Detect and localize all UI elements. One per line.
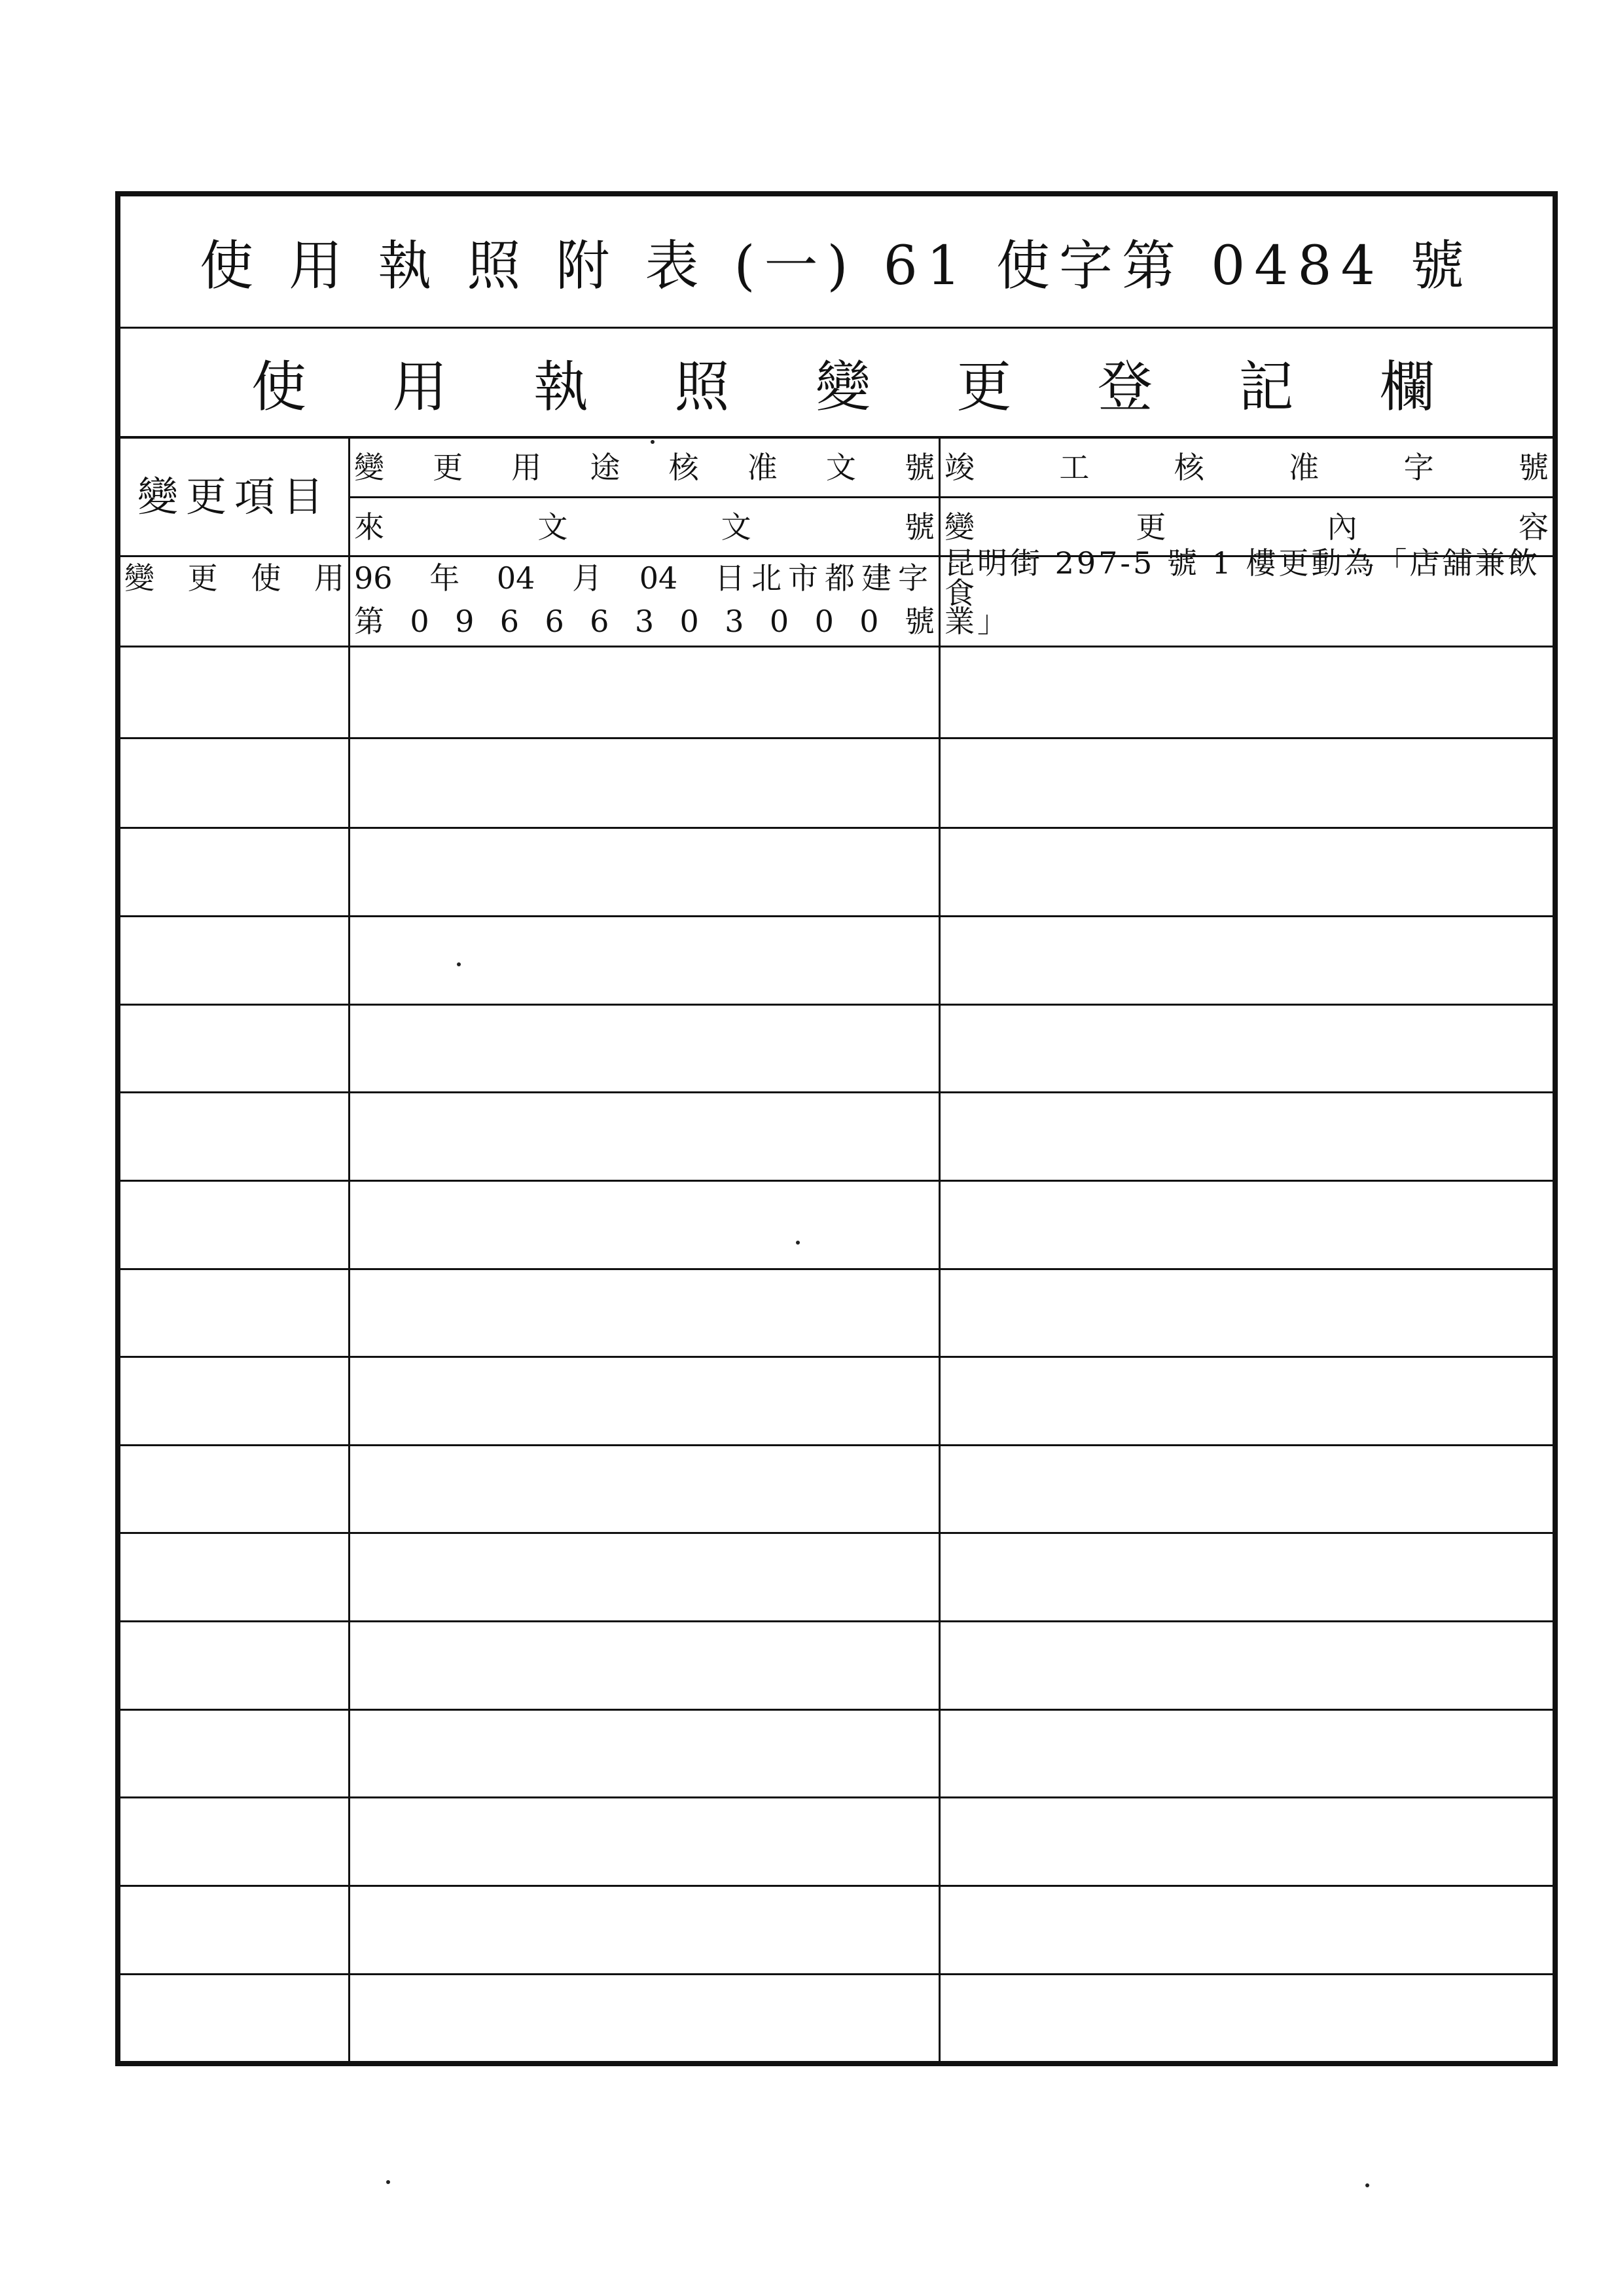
- row-divider: [120, 1180, 1553, 1182]
- row-divider: [120, 1356, 1553, 1358]
- register-header-char: 用: [392, 354, 448, 419]
- column-header-approval-doc: 變 更 用 途 核 准 文 號: [354, 450, 935, 485]
- column-header-item: 變更項目: [137, 473, 331, 520]
- register-header: [120, 329, 1553, 439]
- column-header-change-content: 變 更 內 容: [944, 509, 1549, 545]
- row-divider: [120, 1620, 1553, 1622]
- scan-speck: [457, 962, 461, 966]
- row-divider: [120, 1709, 1553, 1711]
- register-header-char: 更: [956, 354, 1012, 419]
- row-divider: [120, 1268, 1553, 1270]
- row-divider: [120, 646, 1553, 647]
- row-divider: [120, 1004, 1553, 1006]
- column-divider: [348, 439, 350, 2061]
- register-header-char: 執: [533, 354, 588, 419]
- register-header-char: 欄: [1379, 354, 1435, 419]
- scan-speck: [386, 2180, 390, 2184]
- register-header-char: 照: [674, 354, 730, 419]
- license-appendix-form: [115, 191, 1558, 2066]
- row-divider: [120, 1796, 1553, 1798]
- column-header-completion-no: 竣 工 核 准 字 號: [944, 450, 1549, 485]
- row-divider: [120, 1885, 1553, 1887]
- row-divider: [120, 1444, 1553, 1446]
- column-divider: [939, 439, 941, 2061]
- entry-doc-line-1: 96 年 04 月 04 日北市都建字: [354, 560, 935, 596]
- row-divider: [120, 915, 1553, 917]
- scan-speck: [796, 1241, 800, 1245]
- scan-speck: [1365, 2183, 1369, 2187]
- entry-item: 變 更 使 用: [124, 560, 344, 596]
- row-divider: [120, 1973, 1553, 1975]
- column-header-incoming-doc: 來 文 文 號: [354, 509, 935, 545]
- row-divider: [120, 737, 1553, 739]
- entry-doc-line-2: 第 0 9 6 6 6 3 0 3 0 0 0 號: [354, 604, 935, 639]
- entry-content-line-1: 昆明街 297-5 號 1 樓更動為「店舖兼飲食: [944, 545, 1541, 611]
- entry-content-line-2: 業」: [944, 604, 1010, 639]
- page-title: 使 用 執 照 附 表 (一) 61 使字第 0484 號: [120, 196, 1553, 329]
- row-divider: [120, 1532, 1553, 1534]
- register-header-char: 登: [1097, 354, 1153, 419]
- scan-speck: [651, 440, 655, 444]
- register-header-char: 使: [251, 354, 307, 419]
- register-header-char: 變: [815, 354, 871, 419]
- row-divider: [120, 827, 1553, 829]
- register-header-char: 記: [1238, 354, 1294, 419]
- row-divider: [120, 1091, 1553, 1093]
